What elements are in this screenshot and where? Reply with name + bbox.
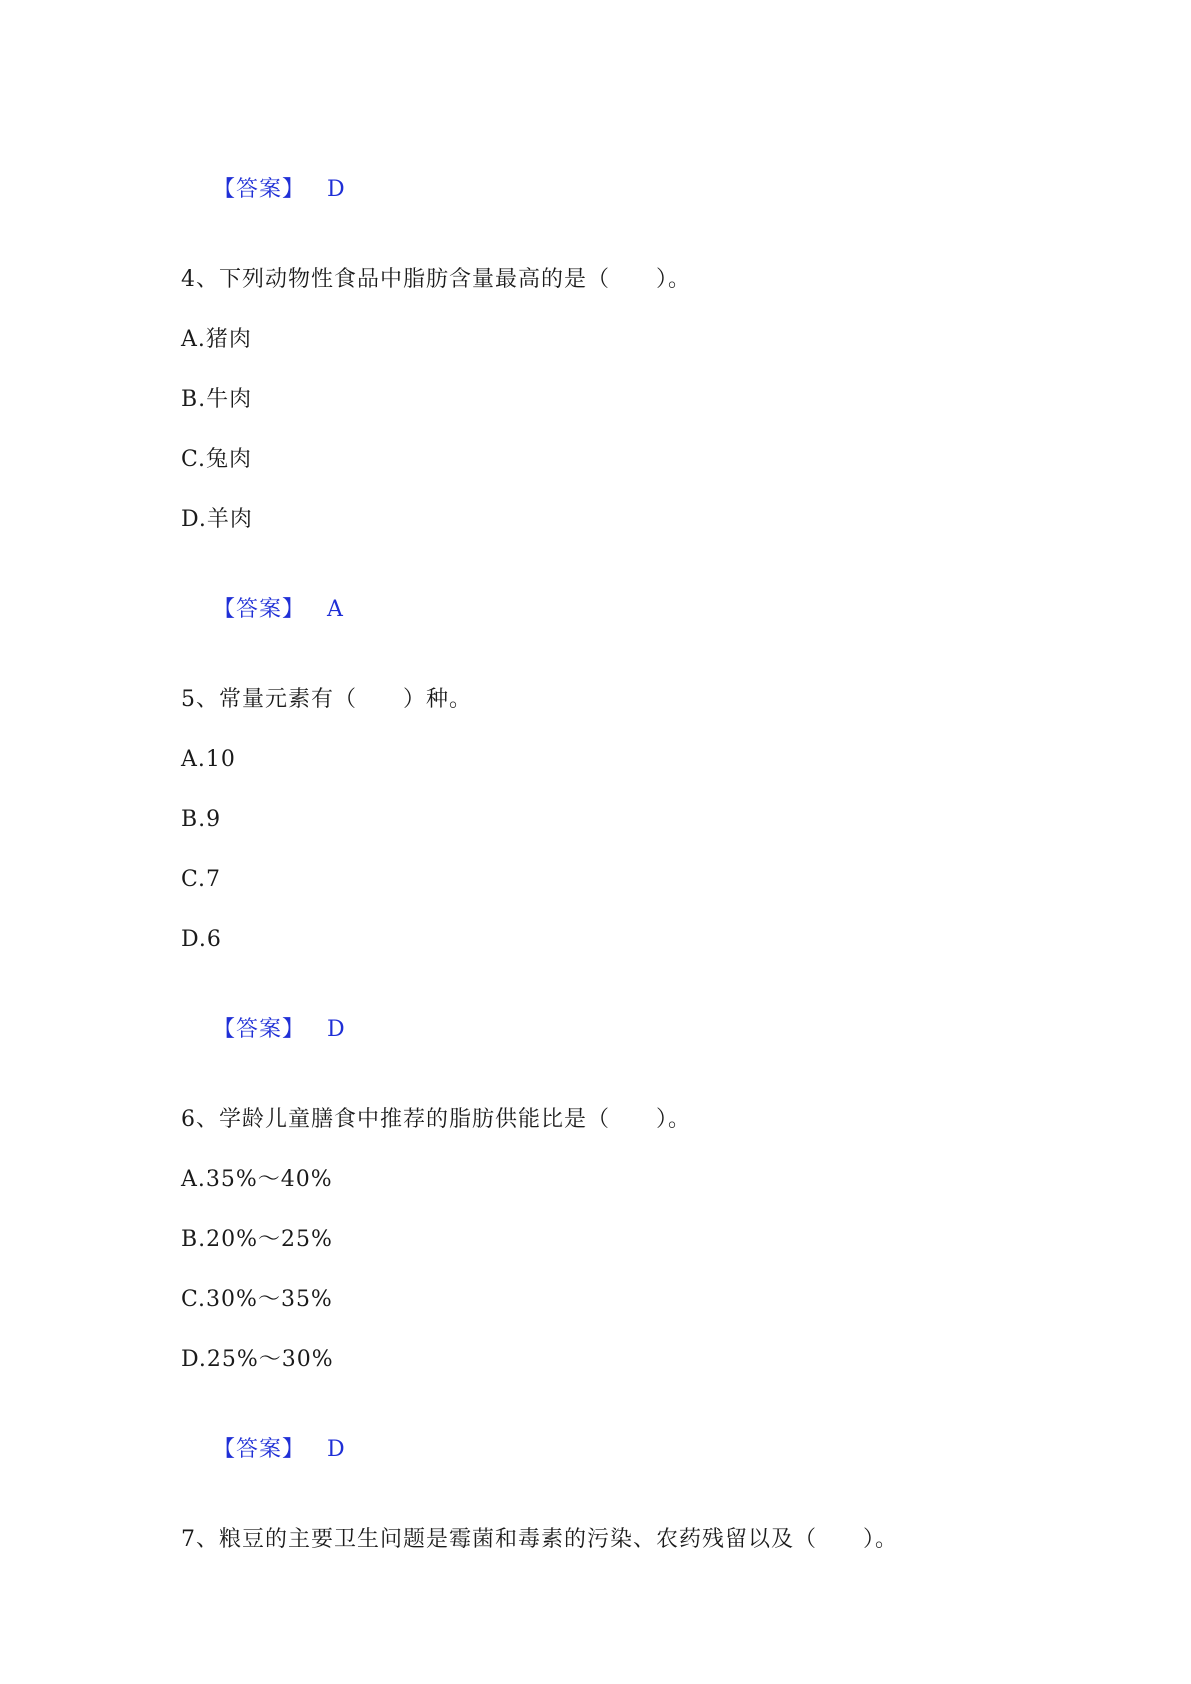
question-stem: 4、下列动物性食品中脂肪含量最高的是（ ）。: [181, 267, 691, 292]
answer-value: D: [327, 1437, 346, 1462]
option-item: B.9: [181, 807, 222, 832]
option-item: B.牛肉: [181, 387, 253, 412]
option-item: C.30%～35%: [181, 1287, 333, 1312]
answer-line: [181, 145, 346, 235]
question-stem: 7、粮豆的主要卫生问题是霉菌和毒素的污染、农药残留以及（ ）。: [181, 1527, 898, 1552]
answer-value: D: [327, 177, 346, 202]
answer-label: 【答案】: [212, 177, 305, 202]
option-item: A.猪肉: [181, 327, 252, 352]
option-item: D.羊肉: [181, 507, 253, 532]
answer-label: 【答案】: [212, 597, 305, 622]
option-item: D.6: [181, 927, 222, 952]
answer-line: [181, 1405, 346, 1495]
option-item: B.20%～25%: [181, 1227, 333, 1252]
answer-line: [181, 565, 344, 655]
option-item: D.25%～30%: [181, 1347, 334, 1372]
option-item: A.10: [181, 747, 236, 772]
question-stem: 5、常量元素有（ ）种。: [181, 687, 472, 712]
answer-value: A: [327, 597, 344, 622]
option-item: A.35%～40%: [181, 1167, 333, 1192]
question-stem: 6、学龄儿童膳食中推荐的脂肪供能比是（ ）。: [181, 1107, 691, 1132]
answer-label: 【答案】: [212, 1017, 305, 1042]
answer-value: D: [327, 1017, 346, 1042]
answer-label: 【答案】: [212, 1437, 305, 1462]
option-item: C.兔肉: [181, 447, 253, 472]
answer-line: [181, 985, 346, 1075]
option-item: C.7: [181, 867, 222, 892]
